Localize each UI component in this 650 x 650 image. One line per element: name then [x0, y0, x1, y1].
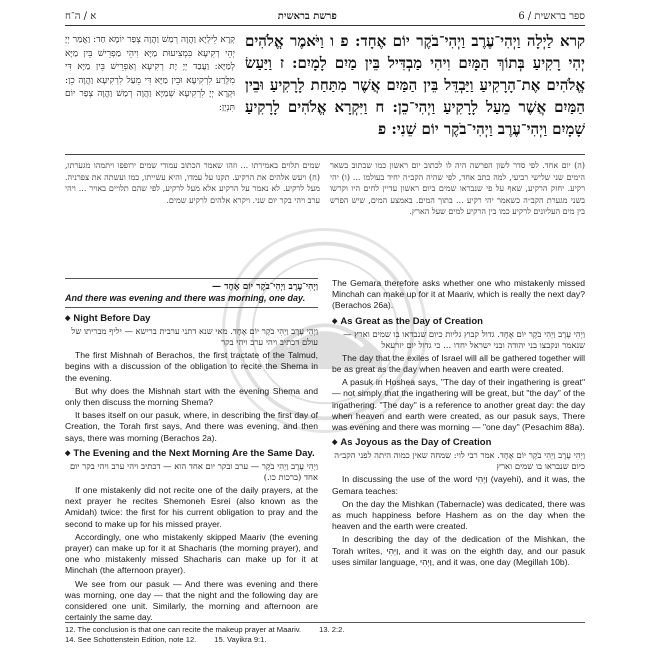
paragraph: On the day the Mishkan (Tabernacle) was dedicated, there was as much happiness before Hashem as on the day when the heaven and the earth were created. — [332, 498, 585, 532]
lead-verse-english: And there was evening and there was morning, one day. — [65, 293, 306, 303]
divider-rule — [65, 154, 585, 155]
footnote-row — [65, 635, 585, 645]
verse-block — [65, 30, 585, 150]
paragraph: The Gemara therefore asks whether one who mistakenly missed Minchah can make up for it at Maariv, which is really the next day? (Berachos 26a). — [332, 278, 585, 311]
paragraph: But why does the Mishnah start with the evening Shema and only then discuss the morning Shema? — [65, 385, 318, 408]
lead-verse-hebrew: וַיְהִי־עֶרֶב וַיְהִי־בֹקֶר יוֹם אֶחָד — — [212, 282, 318, 292]
source-hebrew: וַיְהִי עֶרֶב וַיְהִי בֹקֶר יוֹם אֶחָד. אמר רבי לוי: שמחה שאין כמוה היתה לפני הקב״ה כיום שנבראו בו שמים וארץ — [334, 450, 585, 472]
lead-verse-box — [65, 278, 318, 308]
paragraph: In discussing the use of the word וַיְהִי (vayehi), and it was, the Gemara teaches: — [332, 474, 585, 496]
section-heading — [332, 316, 585, 327]
running-header — [65, 8, 585, 26]
paragraph: We see from our pasuk — And there was evening and there was morning, one day — that the night and the following day are considered one unit. Similarly, the morning and afternoon are certainly the same day. — [65, 578, 318, 623]
section-marker-icon: ◆ — [65, 449, 71, 457]
header-book-page: ספר בראשית / 6 — [518, 11, 585, 22]
footnotes — [65, 622, 585, 644]
section-heading — [65, 313, 318, 324]
section-marker-icon: ◆ — [65, 315, 71, 322]
source-hebrew-text: וַיְהִי עֶרֶב וַיְהִי בֹקֶר — ערב ובקר יום אחד הוא — דכתיב ויהי ערב ויהי בקר יום אחד — [69, 461, 318, 483]
header-chapter-ref: א / ה־ח — [65, 11, 97, 22]
paragraph: It bases itself on our pasuk, where, in describing the first day of Creation, the Torah first says, And there was evening, and then says, there was morning (Berachos 2a). — [65, 410, 318, 443]
source-hebrew: וַיְהִי עֶרֶב וַיְהִי בֹקֶר יוֹם אֶחָד. גדול קבוץ גליות כיום שנבראו בו שמים וארץ — שנאמר ונקבצו בני יהודה ובני ישראל יחדו ... כי גדול יום יזרעאל — [343, 328, 585, 350]
section-title: The Evening and the Next Morning Are the Same Day. — [73, 447, 315, 459]
paragraph: A pasuk in Hoshea says, "The day of their ingathering is great" — not simply that the ingathering will be great, but "the day" of the ingathering. "The day" is a reference to another great day: the day when heaven and earth were created, as our pasuk says, There was evening and there was morning — "one day" (Pesachim 88a). — [332, 377, 585, 433]
section-heading — [65, 448, 318, 459]
hebrew-verse-text: קרא לַיְלָה וַיְהִי־עֶרֶב וַיְהִי־בֹקֶר יוֹם אֶחָד: פ ו וַיֹּאמֶר אֱלֹהִים יְהִי רָקִיעַ בְּתוֹךְ הַמָּיִם וִיהִי מַבְדִּיל בֵּין מַיִם לָמָיִם: ז וַיַּעַשׂ אֱלֹהִים אֶת־הָרָקִיעַ וַיַּבְדֵּל בֵּין הַמַּיִם אֲשֶׁר מִתַּחַת לָרָקִיעַ וּבֵין הַמַּיִם אֲשֶׁר מֵעַל לָרָקִיעַ וַיְהִי־כֵן: ח וַיִּקְרָא אֱלֹהִים לָרָקִיעַ שָׁמָיִם וַיְהִי־עֶרֶב וַיְהִי־בֹקֶר יוֹם שֵׁנִי: פ — [245, 32, 585, 138]
english-commentary — [65, 278, 585, 623]
source-hebrew — [65, 461, 318, 483]
paragraph: The day that the exiles of Israel will all be gathered together will be as great as the day when heaven and earth were created. — [332, 352, 585, 375]
section-title: Night Before Day — [73, 313, 151, 324]
paragraph: The first Mishnah of Berachos, the first tractate of the Talmud, begins with a discussion of the obligation to recite the Shema in the evening. — [65, 350, 318, 383]
paragraph: In describing the day of the dedication of the Mishkan, the Torah writes, וַיְהִי, and it was on the eighth day, and our pasuk uses similar language, וַיְהִי, and it was, one day (Megillah 10b). — [332, 534, 585, 567]
rashi-commentary — [65, 160, 585, 272]
paragraph: Accordingly, one who mistakenly skipped Maariv (the evening prayer) can make up for it at Shacharis (the morning prayer), and one who mistakenly missed Shacharis can make up for it at Minchah (the afternoon prayer). — [65, 531, 318, 576]
footnote-row — [65, 625, 585, 635]
commentary-left-column — [65, 278, 318, 623]
section-title: As Joyous as the Day of Creation — [340, 437, 492, 449]
rashi-column-left: שמים תלוים באמירתו ... וזהו שאמר הכתוב עמודי שמים ירופפו ויתמהו מגערתו, (ח) ויעש אלהים את הרקיע. תקנו על עמדו, והיא עשייתו, כמו ועשתה את צפרניה. מעל לרקיע. לא נאמר על הרקיע אלא מעל לרקיע, לפי שהם תלויים באויר ... ויהי ערב ויהי בקר יום שני. ויקרא אלהים לרקיע שמים. — [65, 161, 320, 205]
commentary-right-column — [332, 278, 585, 618]
footnote-14: 14. See Schottenstein Edition, note 12. — [65, 634, 197, 644]
footnote-12: 12. The conclusion is that one can recite the makeup prayer at Maariv. — [65, 625, 302, 634]
footnote-13: 13. 2:2. — [319, 625, 345, 634]
targum-text: קְרָא לֵילְיָא וַהֲוָה רְמַשׁ וַהֲוָה צְפַר יוֹמָא חַד: וַאֲמַר יְיָ יְהֵי רְקִיעָא בִּמְצִיעוּת מַיָּא וִיהֵי מַפְרֵישׁ בֵּין מַיָּא לְמַיָּא: וַעֲבַד יְיָ יָת רְקִיעָא וְאַפְרֵישׁ בֵּין מַיָּא דִּי מִלְּרַע לִרְקִיעָא וּבֵין מַיָּא דִּי מֵעַל לִרְקִיעָא וַהֲוָה כֵן: וּקְרָא יְיָ לִרְקִיעָא שְׁמַיָּא וַהֲוָה רְמַשׁ וַהֲוָה צְפַר יוֹם תִּנְיָן: — [65, 35, 235, 113]
section-title: As Great as the Day of Creation — [340, 315, 483, 327]
section-marker-icon: ◆ — [332, 317, 338, 325]
section-heading — [332, 437, 585, 448]
header-parshah-title: פרשת בראשית — [277, 11, 337, 22]
source-hebrew: וַיְהִי עֶרֶב וַיְהִי בֹקֶר יוֹם אֶחָד. מאי שנא דתני ערבית ברישא — יליף מבריתו של עולם דכתיב ויהי ערב ויהי בקר — [71, 326, 318, 348]
section-marker-icon: ◆ — [332, 439, 338, 447]
footnote-15: 15. Vayikra 9:1. — [214, 634, 267, 644]
source-citation: (ברכות כו.) — [263, 472, 302, 483]
paragraph: If one mistakenly did not recite one of the daily prayers, at the next prayer he recites Shemoneh Esrei (also known as the Amidah) twice: the first for his current obligation to pray and the second to make up for his missed prayer. — [65, 485, 318, 529]
rashi-column-right: (ה) יום אחד. לפי סדר לשון הפרשה היה לו לכתוב יום ראשון כמו שכתוב בשאר הימים שני שלישי רביעי, למה כתב אחד, לפי שהיה הקב״ה יחיד בעולמו ... (ו) יהי רקיע. יחזק הרקיע, שאף על פי שנבראו שמים ביום ראשון עדיין לחים היו וקרשו בשני מגערת הקב״ה כשאמר יהי רקיע ... בתוך המים. באמצע המים, שיש הפרש בין מים העליונים לרקיע כמו בין הרקיע למים שעל הארץ. — [330, 161, 585, 216]
